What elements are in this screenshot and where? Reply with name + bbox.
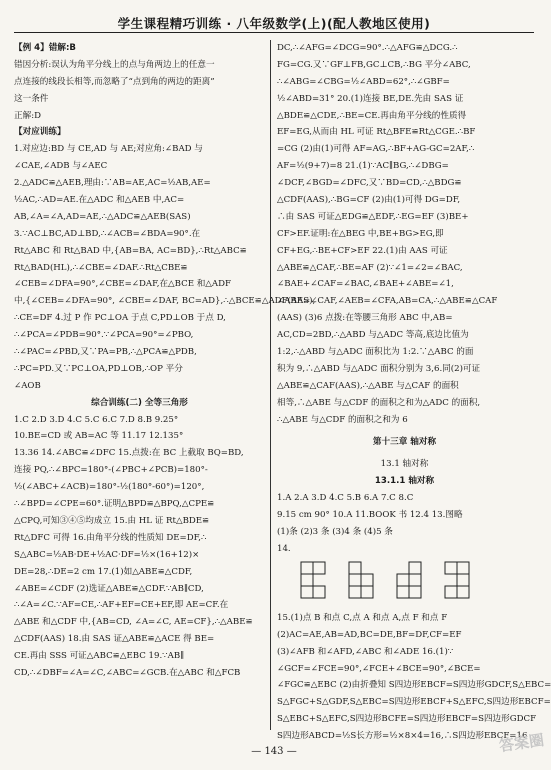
text-line: 【对应训练】 [14, 127, 66, 138]
text-line: ∠ABE=∠CAF,∠AEB=∠CFA,AB=CA,∴△ABE≌△CAF [277, 296, 498, 307]
text-line: ∴∠PAC=∠PBD,又∵PA=PB,∴△PCA≌△PDB, [14, 347, 197, 358]
text-line: 1:2,∴△ABD 与△ADC 面积比为 1:2.∵△ABC 的面 [277, 347, 474, 358]
text-line: (1)条 (2)3 条 (3)4 条 (4)5 条 [277, 527, 393, 538]
text-line: 15.(1)点 B 和点 C,点 A 和点 A,点 F 和点 F [277, 612, 448, 623]
text-line: △ABE≌△CAF(AAS),∴△ABE 与△CAF 的面积 [277, 380, 459, 391]
page-title: 学生课程精巧训练 · 八年级数学(上)(配人教地区使用) [117, 16, 431, 31]
text-line: 9.15 cm 90° 10.A 11.BOOK 书 12.4 13.图略 [277, 510, 463, 521]
text-line: 正解:D [14, 110, 41, 121]
text-line: 【例 4】错解:B [14, 43, 76, 53]
text-line: 相等,∴△ABE 与△CDF 的面积之和为△ADC 的面积, [277, 397, 481, 408]
text-line: ½(∠ABC+∠ACB)=180°-½(180°-60°)=120°, [14, 482, 205, 493]
column-divider [270, 40, 271, 730]
right-top-text [277, 40, 532, 428]
text-line: =CG (2)由(1)可得 AF=AG,∴BF+AG-GC=2AF,∴ [277, 144, 475, 155]
section-title: 13.1 轴对称 [380, 459, 429, 470]
page-number: — 143 — [251, 746, 297, 757]
text-line: ∠ABE=∠CDF (2)选证△ABE≌△CDF.∵AB∥CD, [14, 583, 204, 594]
text-line: △CDF(AAS) 18.由 SAS 证△ABE≌△ACE 得 BE= [14, 634, 215, 645]
text-line: S△ABC=½AB·DE+½AC·DF=½×(16+12)× [14, 549, 200, 560]
text-line: (3)∠AFB 和∠AFD,∠ABC 和∠ADE 16.(1)∵ [277, 646, 454, 657]
chapter-title: 第十三章 轴对称 [372, 437, 437, 448]
text-line: ∠CEB=∠DFA=90°,∠CBE=∠DAF,在△BCE 和△ADF [14, 279, 231, 290]
text-line: ∴∠ABG=∠CBG=½∠ABD=62°,∴∠GBF= [277, 76, 450, 87]
text-line: 3.∵AC⊥BC,AD⊥BD,∴∠ACB=∠BDA=90°.在 [14, 228, 201, 239]
text-line: ∴∠PCA=∠PDB=90°.∵∠PCA=90°=∠PBO, [14, 330, 194, 341]
text-line: △CDF(AAS),∴BG=CF (2)由(1)可得 DG=DF, [277, 195, 461, 206]
text-line: 14. [277, 543, 291, 554]
grid-figures-icon [277, 558, 532, 610]
text-line: 中,{∠CEB=∠DFA=90°, ∠CBE=∠DAF, BC=AD},∴△BCE≌△ADF(AAS), [14, 296, 316, 307]
subsection-title: 13.1.1 轴对称 [374, 476, 435, 487]
text-line: Rt△ABC 和 Rt△BAD 中,{AB=BA, AC=BD},∴Rt△ABC≌ [14, 245, 247, 256]
text-line: △BDE≌△CDE,∴BE=CE.再由角平分线的性质得 [277, 110, 467, 121]
text-line: DC,∴∠AFG=∠DCG=90°.∴△AFG≌△DCG.∴ [277, 43, 458, 53]
left-column [14, 40, 316, 730]
text-line: 13.36 14.∠ABC≌∠DFC 15.点拨:在 BC 上截取 BQ=BD, [14, 448, 244, 459]
page-header [0, 0, 548, 40]
text-line: CF>EF.证明:在△BEG 中,BE+BG>EG,即 [277, 228, 444, 239]
text-line: 1.A 2.A 3.D 4.C 5.B 6.A 7.C 8.C [277, 493, 414, 504]
text-line: ∴∠BPD=∠CPE=60°.证明△BPD≌△BPQ,△CPE≌ [14, 499, 215, 510]
text-line: 1.C 2.D 3.D 4.C 5.C 6.C 7.D 8.B 9.25° [14, 414, 179, 425]
text-line: Rt△DFC 可得 16.由角平分线的性质知 DE=DF,∴ [14, 532, 207, 543]
text-line: △ABE≌△CAF,∴BE=AF (2)∵∠1=∠2=∠BAC, [277, 262, 463, 273]
text-line: △ABE 和△CDF 中,{AB=CD, ∠A=∠C, AE=CF},∴△ABE≌ [14, 617, 253, 628]
text-line: S△FGC+S△GDF,S△EBC=S四边形EBCF+S△EFC,S四边形EBCF= [277, 697, 551, 708]
text-line: ∠AOB [14, 380, 41, 391]
text-line: 连接 PQ,∴∠BPC=180°-(∠PBC+∠PCB)=180°- [14, 465, 208, 476]
text-line: 错因分析:误认为角平分线上的点与角两边上的任意一 [14, 59, 215, 70]
text-line: CE.再由 SSS 可证△ABC≌△EBC 19.∵AB∥ [14, 651, 185, 662]
text-line: S△EBC+S△EFC,S四边形BCFE=S四边形EBCF=S四边形GDCF [277, 714, 537, 725]
text-line: ∠GCF=∠FCE=90°,∠FCE+∠BCE=90°,∠BCE= [277, 663, 481, 674]
text-line: ½AC,∴AD=AE.在△ADC 和△AEB 中,AC= [14, 195, 185, 206]
text-line: ∴PC=PD.又∵PC⊥OA,PD⊥OB,∴OP 平分 [14, 363, 183, 374]
text-line: 综合训练(二) 全等三角形 [91, 397, 188, 408]
text-line: ∴∠A=∠C.∵AF=CE,∴AF+EF=CE+EF,即 AE=CF.在 [14, 600, 229, 611]
text-line: ∴CE=DF 4.过 P 作 PC⊥OA 于点 C,PD⊥OB 于点 D, [14, 313, 226, 324]
text-line: AC,CD=2BD,∴△ABD 与△ADC 等高,底边比值为 [277, 330, 469, 341]
text-line: 10.BE=CD 或 AB=AC 等 11.17 12.135° [14, 431, 184, 442]
text-line: EF=EG,从而由 HL 可证 Rt△BFE≌Rt△CGE.∴BF [277, 127, 476, 138]
text-line: ∠DCF,∠BGD=∠DFC,又∵BD=CD,∴△BDG≌ [277, 178, 462, 189]
text-line: 1.对应边:BD 与 CE,AD 与 AE;对应角:∠BAD 与 [14, 144, 203, 155]
text-line: ∴△ABE 与△CDF 的面积之和为 6 [277, 414, 408, 425]
text-line: DE=28,∴DE=2 cm 17.(1)如△ABE≌△CDF, [14, 566, 193, 577]
text-line: Rt△BAD(HL),∴∠CBE=∠DAF.∴Rt△CBE≌ [14, 262, 188, 273]
text-line: FG=CG.又∵GF⊥FB,GC⊥CB,∴BG 平分∠ABC, [277, 59, 471, 70]
text-line: ∠CAE,∠ADB 与∠AEC [14, 161, 108, 172]
text-line: ½∠ABD=31° 20.(1)连接 BE,DE.先由 SAS 证 [277, 93, 464, 104]
text-line: △CPQ,可知③④⑤均成立 15.由 HL 证 Rt△BDE≌ [14, 515, 210, 526]
text-line: 2.△ADC≌△AEB,理由:∵AB=AE,AC=½AB,AE= [14, 178, 211, 189]
right-column [277, 40, 551, 742]
text-line: AB,∠A=∠A,AD=AE,∴△ADC≌△AEB(SAS) [14, 211, 191, 222]
text-line: 积为 9,∴△ABD 与△ADC 面积分别为 3,6.同(2)可证 [277, 363, 481, 374]
header-rule [14, 32, 534, 33]
text-line: ∠FGC≌△EBC (2)由折叠知 S四边形EBCF=S四边形GDCF,S△EBC= [277, 680, 551, 691]
text-line: (AAS) (3)6 点拨:在等腰三角形 ABC 中,AB= [277, 313, 453, 324]
text-line: ∴由 SAS 可证△EDG≌△EDF,∴EG=EF (3)BE+ [277, 211, 469, 222]
text-line: 这一条件 [14, 93, 49, 104]
watermark-logo: 答案圈 [498, 730, 546, 756]
text-line: ∠BAE+∠CAF=∠BAC,∠BAE+∠ABE=∠1, [277, 279, 454, 290]
text-line: (2)AC=AE,AB=AD,BC=DE,BF=DF,CF=EF [277, 629, 462, 640]
text-line: S四边形ABCD=½S长方形=½×8×4=16,∴S四边形EBCF=16 [277, 731, 528, 742]
text-line: CD,∴∠DBF=∠A=∠C,∠ABC=∠GCB.在△ABC 和△FCB [14, 667, 241, 678]
text-line: AF=½(9+7)=8 21.(1)∵AC∥BG,∴∠DBG= [277, 161, 449, 172]
text-line: 点连接的线段长相等,而忽略了“点到角的两边的距离” [14, 76, 215, 87]
text-line: CF+EG,∴BE+CF>EF 22.(1)由 AAS 可证 [277, 245, 448, 256]
